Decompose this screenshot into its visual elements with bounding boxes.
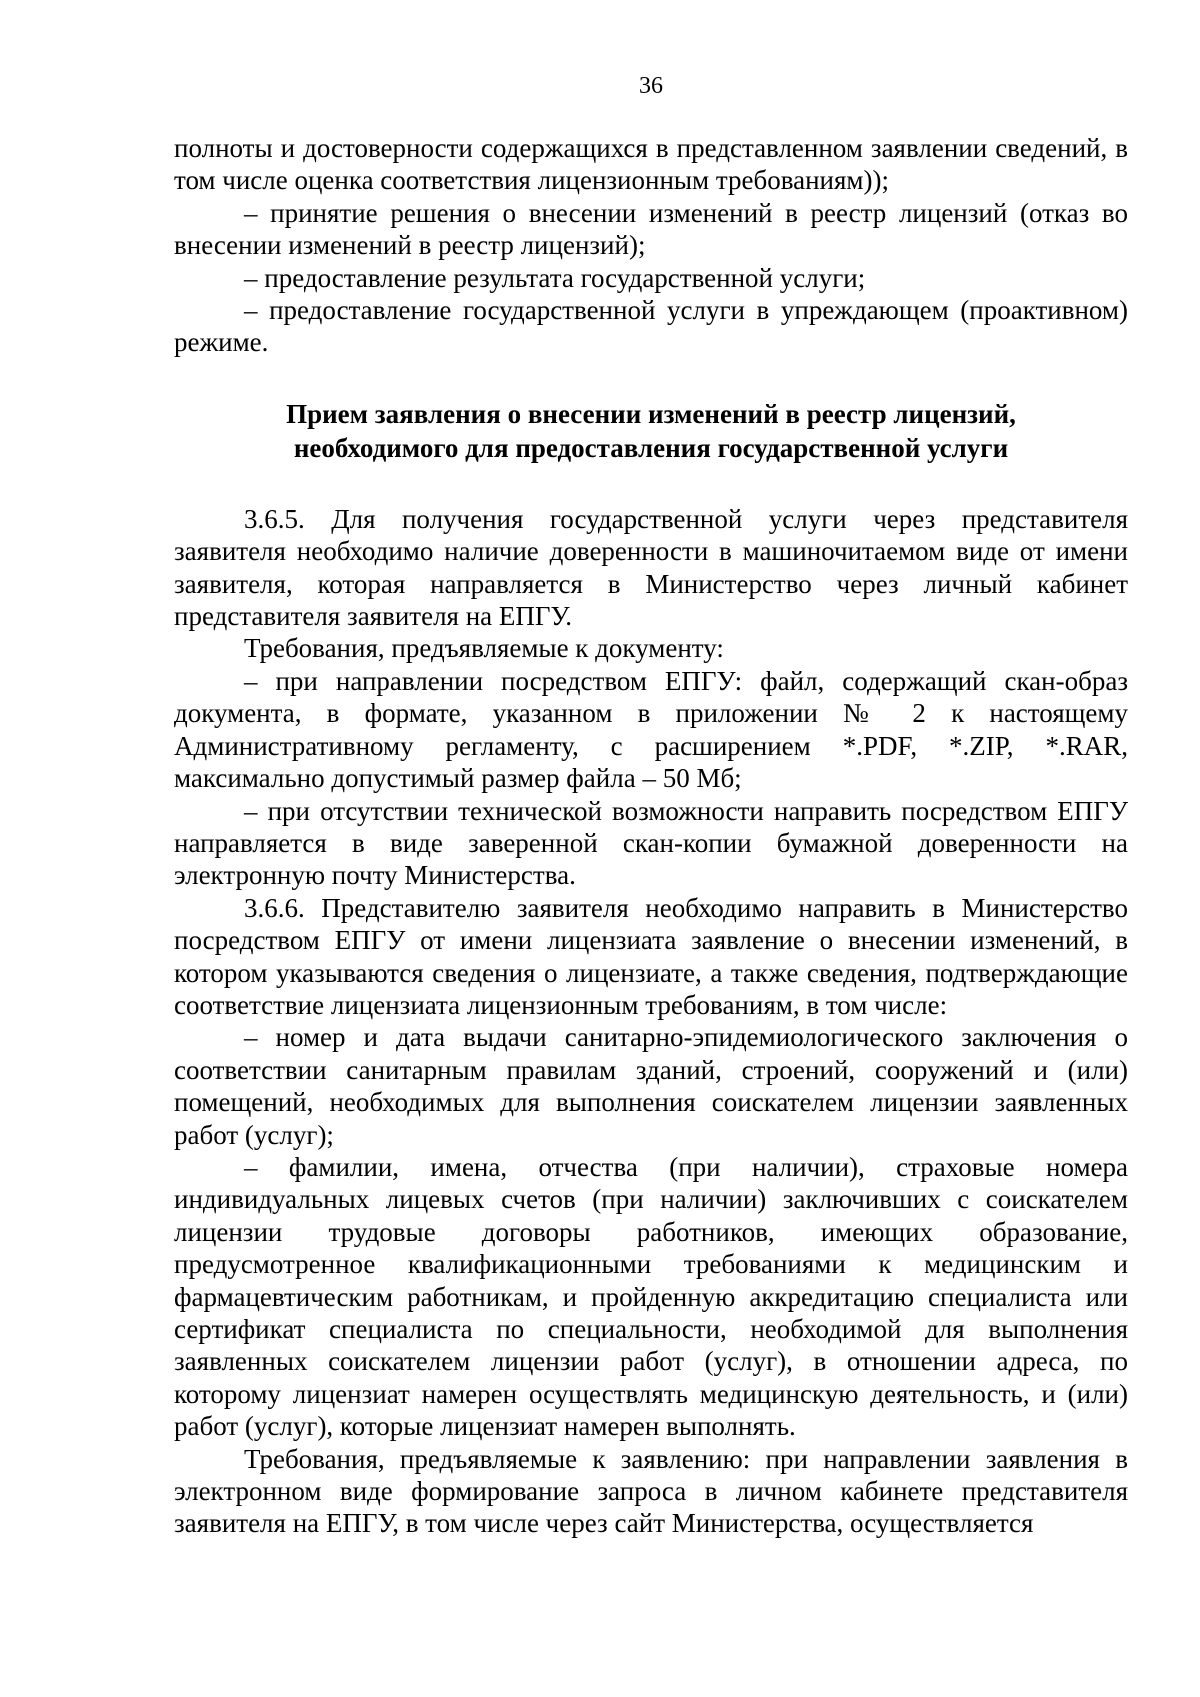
paragraph-scan-copy: – при отсутствии технической возможности направить посредством ЕПГУ направляется в виде заверенной скан-копии бумажной доверенности на электронную почту Министерства.	[174, 795, 1128, 891]
paragraph-3-6-6: 3.6.6. Представителю заявителя необходимо направить в Министерство посредством ЕПГУ от имени лицензиата заявление о внесении изменений, в котором указываются сведения о лицензиате, а также сведения, подтверждающие соответствие лицензиата лицензионным требованиям, в том числе:	[174, 892, 1128, 1020]
paragraph-continuation: полноты и достоверности содержащихся в представленном заявлении сведений, в том числе оценка соответствия лицензионным требованиям));	[174, 133, 1128, 196]
section-heading-line-2: необходимого для предоставления государственной услуги	[293, 432, 1009, 463]
page-number: 36	[639, 73, 663, 99]
paragraph-result: – предоставление результата государственной услуги;	[244, 262, 866, 293]
paragraph-employees: – фамилии, имена, отчества (при наличии), страховые номера индивидуальных лицевых счетов (при наличии) заключивших с соискателем лицензии трудовые договоры работников, имеющих образование, предусмотренное квалификационными требованиями к медицинским и фармацевтическим работникам, и пройденную аккредитацию специалиста или сертификат специалиста по специальности, необходимой для выполнения заявленных соискателем лицензии работ (услуг), в отношении адреса, по которому лицензиат намерен осуществлять медицинскую деятельность, и (или) работ (услуг), которые лицензиат намерен выполнять.	[174, 1151, 1128, 1442]
document-page	[174, 0, 1128, 1697]
section-heading-line-1: Прием заявления о внесении изменений в реестр лицензий,	[286, 398, 1016, 429]
document-content	[174, 132, 1128, 1540]
paragraph-proactive: – предоставление государственной услуги в упреждающем (проактивном) режиме.	[174, 295, 1128, 358]
paragraph-document-requirements: Требования, предъявляемые к документу:	[244, 633, 724, 664]
paragraph-decision: – принятие решения о внесении изменений в реестр лицензий (отказ во внесении изменений в реестр лицензий);	[174, 197, 1128, 261]
paragraph-epgu-file: – при направлении посредством ЕПГУ: файл, содержащий скан-образ документа, в формате, указанном в приложении № 2 к настоящему Административному регламенту, с расширением *.PDF, *.ZIP, *.RAR, максимально допустимый размер файла – 50 Мб;	[174, 665, 1128, 794]
section-heading	[174, 397, 1128, 465]
paragraph-3-6-5: 3.6.5. Для получения государственной услуги через представителя заявителя необходимо наличие доверенности в машиночитаемом виде от имени заявителя, которая направляется в Министерство через личный кабинет представителя заявителя на ЕПГУ.	[174, 503, 1128, 632]
paragraph-application-requirements: Требования, предъявляемые к заявлению: при направлении заявления в электронном виде формирование запроса в личном кабинете представителя заявителя на ЕПГУ, в том числе через сайт Министерства, осуществляется	[174, 1443, 1128, 1539]
paragraph-sanitary-conclusion: – номер и дата выдачи санитарно-эпидемиологического заключения о соответствии санитарным правилам зданий, строений, сооружений и (или) помещений, необходимых для выполнения соискателем лицензии заявленных работ (услуг);	[174, 1022, 1128, 1150]
